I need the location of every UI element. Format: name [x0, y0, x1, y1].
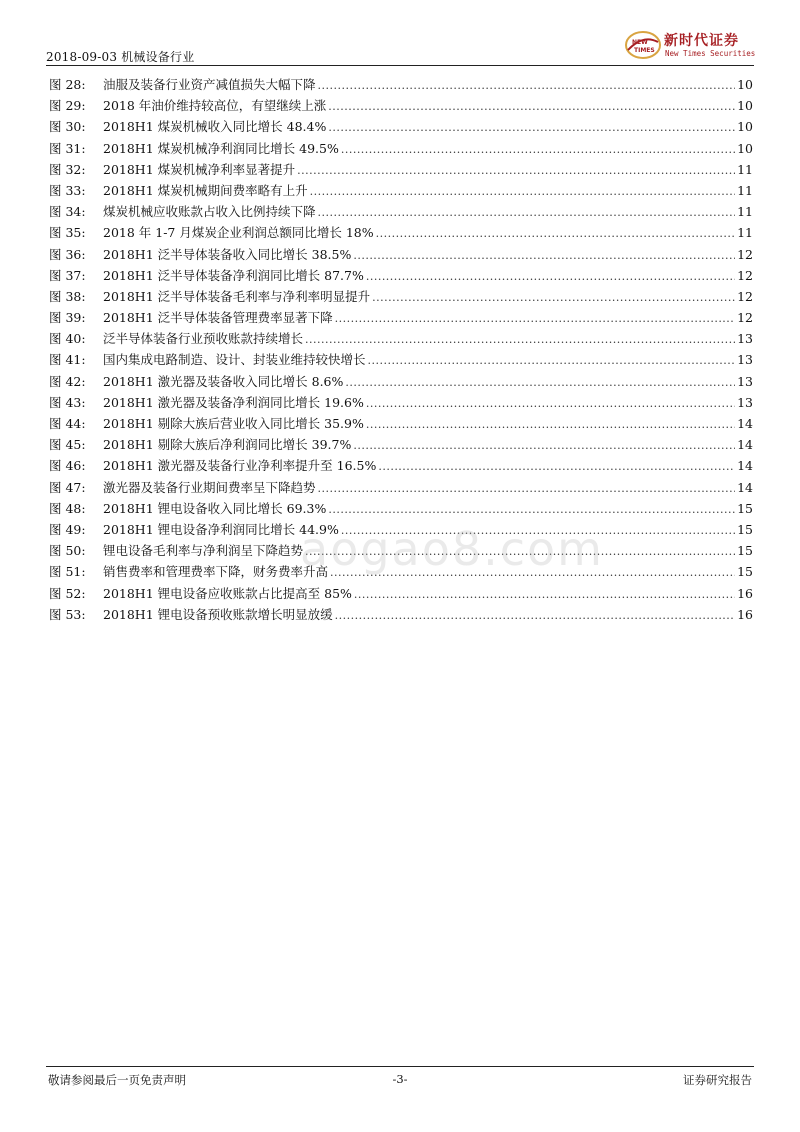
toc-figure-title: 2018H1 煤炭机械净利率显著提升: [103, 161, 296, 177]
page-footer: [46, 1072, 754, 1090]
toc-figure-number: 图 47:: [49, 479, 86, 495]
disclaimer-note: 敬请参阅最后一页免责声明: [48, 1073, 186, 1087]
toc-entry[interactable]: [49, 222, 753, 243]
watermark: aogao8.com: [300, 522, 604, 576]
toc-page-number: 14: [737, 479, 753, 495]
toc-figure-number: 图 37:: [49, 267, 86, 283]
toc-entry[interactable]: [49, 477, 753, 498]
toc-figure-title: 2018H1 锂电设备收入同比增长 69.3%: [103, 500, 327, 516]
new-times-logo-icon: [624, 30, 662, 60]
toc-figure-number: 图 52:: [49, 585, 86, 601]
toc-figure-title: 2018H1 激光器及装备收入同比增长 8.6%: [103, 373, 344, 389]
toc-figure-title: 2018H1 煤炭机械收入同比增长 48.4%: [103, 119, 327, 135]
toc-figure-title: 2018H1 泛半导体装备管理费率显著下降: [103, 310, 333, 326]
toc-dot-leader: [328, 117, 735, 138]
toc-figure-number: 图 36:: [49, 246, 86, 262]
toc-figure-title: 2018H1 激光器及装备行业净利率提升至 16.5%: [103, 458, 377, 474]
toc-page-number: 10: [737, 77, 753, 92]
toc-figure-number: 图 28:: [49, 77, 86, 92]
toc-dot-leader: [366, 266, 735, 287]
toc-figure-number: 图 32:: [49, 161, 86, 177]
toc-figure-number: 图 40:: [49, 331, 86, 347]
header-divider: [46, 65, 754, 66]
toc-dot-leader: [376, 223, 735, 244]
toc-page-number: 14: [737, 458, 753, 474]
toc-figure-title: 2018 年 1-7 月煤炭企业利润总额同比增长 18%: [103, 225, 374, 241]
toc-figure-title: 2018H1 煤炭机械净利润同比增长 49.5%: [103, 140, 339, 156]
toc-figure-title: 2018H1 煤炭机械期间费率略有上升: [103, 182, 308, 198]
toc-figure-number: 图 33:: [49, 182, 86, 198]
toc-page-number: 15: [737, 543, 753, 559]
toc-figure-title: 2018H1 锂电设备预收账款增长明显放缓: [103, 606, 333, 622]
toc-page-number: 11: [737, 161, 753, 177]
toc-entry[interactable]: [49, 265, 753, 286]
toc-figure-number: 图 31:: [49, 140, 86, 156]
toc-dot-leader: [341, 139, 735, 160]
toc-figure-number: 图 46:: [49, 458, 86, 474]
toc-figure-title: 2018 年油价维持较高位，有望继续上涨: [103, 98, 327, 114]
brand-name-en: New Times Securities: [665, 49, 756, 58]
toc-figure-number: 图 30:: [49, 119, 86, 135]
toc-entry[interactable]: [49, 371, 753, 392]
footer-divider: [46, 1066, 754, 1067]
toc-figure-number: 图 44:: [49, 416, 86, 431]
toc-dot-leader: [310, 181, 735, 202]
toc-dot-leader: [318, 202, 736, 223]
toc-figure-title: 煤炭机械应收账款占收入比例持续下降: [103, 204, 316, 220]
toc-page-number: 13: [737, 331, 753, 347]
brand-logo: [624, 30, 756, 62]
toc-entry[interactable]: [49, 434, 753, 455]
toc-figure-number: 图 29:: [49, 98, 86, 114]
toc-entry[interactable]: [49, 328, 753, 349]
toc-figure-title: 油服及装备行业资产减值损失大幅下降: [103, 77, 316, 92]
toc-entry[interactable]: [49, 604, 753, 625]
toc-figure-title: 2018H1 锂电设备应收账款占比提高至 85%: [103, 585, 352, 601]
toc-figure-number: 图 38:: [49, 288, 86, 304]
toc-dot-leader: [328, 96, 735, 117]
toc-dot-leader: [297, 160, 735, 181]
page-header: [46, 33, 756, 66]
toc-page-number: 12: [737, 288, 753, 304]
toc-dot-leader: [353, 435, 735, 456]
toc-entry[interactable]: [49, 307, 753, 328]
toc-page-number: 12: [737, 310, 753, 326]
toc-dot-leader: [335, 605, 735, 626]
toc-page-number: 10: [737, 140, 753, 156]
toc-entry[interactable]: [49, 201, 753, 222]
toc-dot-leader: [353, 245, 735, 266]
toc-figure-title: 2018H1 泛半导体装备净利润同比增长 87.7%: [103, 267, 364, 283]
toc-entry[interactable]: [49, 413, 753, 434]
toc-page-number: 15: [737, 500, 753, 516]
toc-figure-title: 泛半导体装备行业预收账款持续增长: [103, 331, 304, 347]
toc-page-number: 13: [737, 352, 753, 368]
toc-page-number: 14: [737, 437, 753, 453]
toc-page-number: 12: [737, 246, 753, 262]
toc-entry[interactable]: [49, 583, 753, 604]
toc-figure-number: 图 42:: [49, 373, 86, 389]
toc-page-number: 11: [737, 204, 753, 220]
toc-entry[interactable]: [49, 74, 753, 95]
toc-entry[interactable]: [49, 498, 753, 519]
toc-page-number: 16: [737, 606, 753, 622]
toc-figure-number: 图 45:: [49, 437, 86, 453]
toc-dot-leader: [354, 584, 735, 605]
toc-entry[interactable]: [49, 180, 753, 201]
toc-figure-number: 图 41:: [49, 352, 86, 368]
toc-page-number: 12: [737, 267, 753, 283]
toc-figure-number: 图 39:: [49, 310, 86, 326]
toc-figure-number: 图 49:: [49, 521, 86, 537]
toc-figure-number: 图 51:: [49, 564, 86, 580]
toc-dot-leader: [335, 308, 735, 329]
toc-figure-title: 2018H1 锂电设备净利润同比增长 44.9%: [103, 521, 339, 537]
toc-dot-leader: [328, 499, 735, 520]
header-title: 2018-09-03 机械设备行业: [46, 50, 195, 64]
toc-dot-leader: [318, 75, 736, 96]
toc-dot-leader: [366, 414, 735, 435]
toc-page-number: 11: [737, 225, 753, 241]
svg-text:NEW: NEW: [632, 39, 648, 46]
toc-dot-leader: [378, 456, 735, 477]
toc-entry[interactable]: [49, 116, 753, 137]
toc-entry[interactable]: [49, 159, 753, 180]
toc-figure-number: 图 35:: [49, 225, 86, 241]
report-type: 证券研究报告: [683, 1073, 752, 1087]
toc-figure-title: 2018H1 剔除大族后净利润同比增长 39.7%: [103, 437, 352, 453]
toc-dot-leader: [305, 329, 735, 350]
toc-figure-number: 图 43:: [49, 394, 86, 410]
toc-page-number: 10: [737, 119, 753, 135]
toc-figure-title: 2018H1 泛半导体装备收入同比增长 38.5%: [103, 246, 352, 262]
toc-page-number: 15: [737, 521, 753, 537]
toc-page-number: 13: [737, 394, 753, 410]
toc-figure-title: 2018H1 激光器及装备净利润同比增长 19.6%: [103, 394, 364, 410]
toc-figure-number: 图 50:: [49, 543, 86, 559]
brand-name-cn: 新时代证券: [664, 33, 739, 49]
svg-text:TIMES: TIMES: [634, 47, 655, 54]
toc-figure-number: 图 48:: [49, 500, 86, 516]
toc-page-number: 15: [737, 564, 753, 580]
toc-entry[interactable]: [49, 244, 753, 265]
toc-dot-leader: [366, 393, 735, 414]
toc-figure-title: 2018H1 剔除大族后营业收入同比增长 35.9%: [103, 416, 364, 431]
toc-entry[interactable]: [49, 286, 753, 307]
toc-figure-title: 2018H1 泛半导体装备毛利率与净利率明显提升: [103, 288, 371, 304]
toc-figure-title: 销售费率和管理费率下降，财务费率升高: [103, 564, 329, 580]
toc-dot-leader: [372, 287, 735, 308]
toc-page-number: 14: [737, 416, 753, 431]
toc-page-number: 11: [737, 182, 753, 198]
toc-dot-leader: [318, 478, 736, 499]
toc-entry[interactable]: [49, 138, 753, 159]
toc-figure-number: 图 53:: [49, 606, 86, 622]
toc-figure-title: 激光器及装备行业期间费率呈下降趋势: [103, 479, 316, 495]
toc-figure-title: 锂电设备毛利率与净利润呈下降趋势: [103, 543, 304, 559]
toc-figure-title: 国内集成电路制造、设计、封装业维持较快增长: [103, 352, 366, 368]
toc-page-number: 10: [737, 98, 753, 114]
toc-figure-number: 图 34:: [49, 204, 86, 220]
toc-dot-leader: [345, 372, 735, 393]
toc-dot-leader: [368, 350, 736, 371]
toc-entry[interactable]: [49, 455, 753, 476]
toc-entry[interactable]: [49, 349, 753, 370]
toc-entry[interactable]: [49, 95, 753, 116]
toc-entry[interactable]: [49, 392, 753, 413]
toc-page-number: 16: [737, 585, 753, 601]
toc-page-number: 13: [737, 373, 753, 389]
page-number: -3-: [392, 1072, 408, 1086]
